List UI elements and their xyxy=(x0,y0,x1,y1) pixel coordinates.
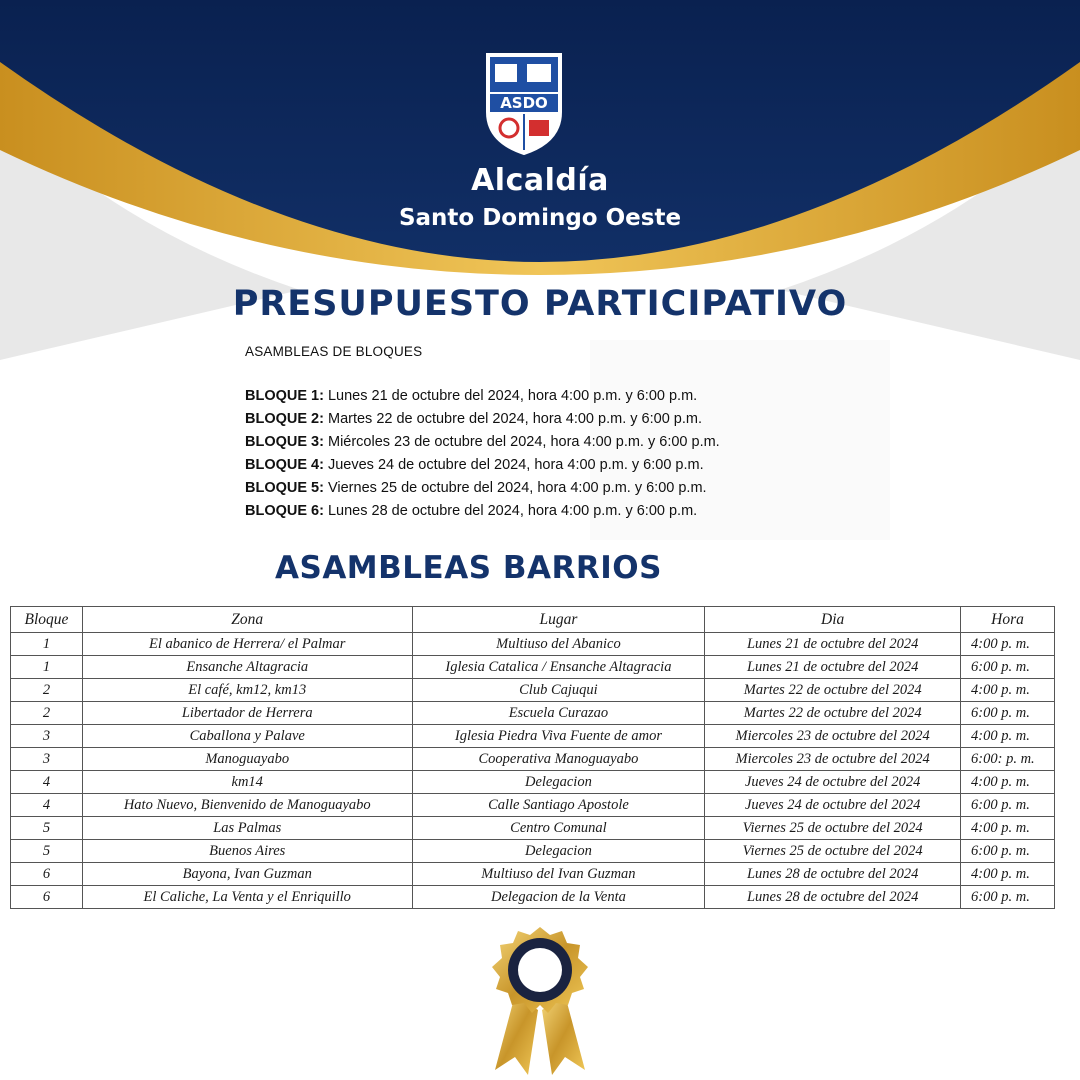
cell-dia: Martes 22 de octubre del 2024 xyxy=(705,679,961,702)
cell-hora: 4:00 p. m. xyxy=(961,633,1055,656)
table-row xyxy=(11,725,1055,748)
table-header-row xyxy=(11,607,1055,633)
cell-dia: Jueves 24 de octubre del 2024 xyxy=(705,771,961,794)
cell-zona: Bayona, Ivan Guzman xyxy=(82,863,412,886)
table-row xyxy=(11,863,1055,886)
bloque-line xyxy=(245,408,720,431)
cell-lugar: Multiuso del Abanico xyxy=(412,633,705,656)
table-row xyxy=(11,840,1055,863)
bloque-label: BLOQUE 5: xyxy=(245,480,324,496)
bloque-label: BLOQUE 6: xyxy=(245,503,324,519)
bloque-text: Jueves 24 de octubre del 2024, hora 4:00 p.m. y 6:00 p.m. xyxy=(327,457,704,473)
bloque-line xyxy=(245,477,720,500)
table-row xyxy=(11,656,1055,679)
cell-zona: Ensanche Altagracia xyxy=(82,656,412,679)
cell-hora: 4:00 p. m. xyxy=(961,863,1055,886)
cell-lugar: Iglesia Catalica / Ensanche Altagracia xyxy=(412,656,705,679)
cell-zona: Caballona y Palave xyxy=(82,725,412,748)
cell-dia: Viernes 25 de octubre del 2024 xyxy=(705,840,961,863)
cell-dia: Martes 22 de octubre del 2024 xyxy=(705,702,961,725)
header-subtitle: Santo Domingo Oeste xyxy=(398,205,682,231)
bloque-label: BLOQUE 4: xyxy=(245,457,324,473)
header-zona: Zona xyxy=(82,607,412,633)
bloque-line xyxy=(245,385,720,408)
cell-bloque: 2 xyxy=(11,679,83,702)
cell-dia: Lunes 28 de octubre del 2024 xyxy=(705,863,961,886)
barrios-table-wrapper xyxy=(10,606,1055,909)
bloque-text: Miércoles 23 de octubre del 2024, hora 4:00 p.m. y 6:00 p.m. xyxy=(327,434,720,450)
table-row xyxy=(11,748,1055,771)
table-row xyxy=(11,702,1055,725)
cell-bloque: 4 xyxy=(11,771,83,794)
cell-lugar: Multiuso del Ivan Guzman xyxy=(412,863,705,886)
bloque-text: Viernes 25 de octubre del 2024, hora 4:00 p.m. y 6:00 p.m. xyxy=(327,480,707,496)
cell-dia: Viernes 25 de octubre del 2024 xyxy=(705,817,961,840)
cell-zona: El abanico de Herrera/ el Palmar xyxy=(82,633,412,656)
cell-hora: 6:00 p. m. xyxy=(961,656,1055,679)
cell-bloque: 3 xyxy=(11,748,83,771)
cell-zona: Manoguayabo xyxy=(82,748,412,771)
asdo-logo xyxy=(483,50,565,158)
bloque-label: BLOQUE 3: xyxy=(245,434,324,450)
cell-lugar: Cooperativa Manoguayabo xyxy=(412,748,705,771)
bloque-text: Lunes 21 de octubre del 2024, hora 4:00 p.m. y 6:00 p.m. xyxy=(327,388,698,404)
cell-bloque: 5 xyxy=(11,840,83,863)
cell-hora: 6:00: p. m. xyxy=(961,748,1055,771)
cell-dia: Lunes 28 de octubre del 2024 xyxy=(705,886,961,909)
bloque-line xyxy=(245,500,720,523)
header-title: Alcaldía xyxy=(471,163,609,198)
bloques-section xyxy=(245,344,720,523)
cell-lugar: Delegacion xyxy=(412,771,705,794)
bloque-line xyxy=(245,454,720,477)
cell-bloque: 2 xyxy=(11,702,83,725)
bloque-text: Lunes 28 de octubre del 2024, hora 4:00 p.m. y 6:00 p.m. xyxy=(327,503,698,519)
cell-zona: km14 xyxy=(82,771,412,794)
bloque-label: BLOQUE 1: xyxy=(245,388,324,404)
bloque-text: Martes 22 de octubre del 2024, hora 4:00 p.m. y 6:00 p.m. xyxy=(327,411,702,427)
header-dia: Dia xyxy=(705,607,961,633)
header-hora: Hora xyxy=(961,607,1055,633)
cell-zona: Hato Nuevo, Bienvenido de Manoguayabo xyxy=(82,794,412,817)
cell-lugar: Club Cajuqui xyxy=(412,679,705,702)
svg-text:ASDO: ASDO xyxy=(500,94,548,112)
cell-bloque: 5 xyxy=(11,817,83,840)
cell-hora: 4:00 p. m. xyxy=(961,725,1055,748)
cell-lugar: Escuela Curazao xyxy=(412,702,705,725)
table-row xyxy=(11,771,1055,794)
cell-hora: 6:00 p. m. xyxy=(961,794,1055,817)
cell-dia: Lunes 21 de octubre del 2024 xyxy=(705,656,961,679)
table-row xyxy=(11,817,1055,840)
cell-bloque: 6 xyxy=(11,886,83,909)
header-bloque: Bloque xyxy=(11,607,83,633)
cell-zona: El Caliche, La Venta y el Enriquillo xyxy=(82,886,412,909)
table-row xyxy=(11,886,1055,909)
cell-zona: Libertador de Herrera xyxy=(82,702,412,725)
cell-bloque: 1 xyxy=(11,633,83,656)
cell-hora: 6:00 p. m. xyxy=(961,886,1055,909)
cell-lugar: Calle Santiago Apostole xyxy=(412,794,705,817)
cell-dia: Miercoles 23 de octubre del 2024 xyxy=(705,725,961,748)
table-row xyxy=(11,633,1055,656)
table-row xyxy=(11,679,1055,702)
cell-bloque: 4 xyxy=(11,794,83,817)
cell-hora: 4:00 p. m. xyxy=(961,771,1055,794)
cell-lugar: Delegacion de la Venta xyxy=(412,886,705,909)
cell-bloque: 1 xyxy=(11,656,83,679)
bloque-line xyxy=(245,431,720,454)
table-row xyxy=(11,794,1055,817)
barrios-table xyxy=(10,606,1055,909)
bloque-label: BLOQUE 2: xyxy=(245,411,324,427)
cell-bloque: 6 xyxy=(11,863,83,886)
cell-zona: Las Palmas xyxy=(82,817,412,840)
cell-hora: 4:00 p. m. xyxy=(961,679,1055,702)
cell-dia: Jueves 24 de octubre del 2024 xyxy=(705,794,961,817)
cell-dia: Miercoles 23 de octubre del 2024 xyxy=(705,748,961,771)
cell-zona: El café, km12, km13 xyxy=(82,679,412,702)
cell-dia: Lunes 21 de octubre del 2024 xyxy=(705,633,961,656)
barrios-title: ASAMBLEAS BARRIOS xyxy=(275,550,662,586)
header-lugar: Lugar xyxy=(412,607,705,633)
cell-hora: 6:00 p. m. xyxy=(961,702,1055,725)
award-ribbon-icon xyxy=(470,925,610,1075)
cell-hora: 4:00 p. m. xyxy=(961,817,1055,840)
cell-bloque: 3 xyxy=(11,725,83,748)
cell-lugar: Iglesia Piedra Viva Fuente de amor xyxy=(412,725,705,748)
cell-hora: 6:00 p. m. xyxy=(961,840,1055,863)
cell-zona: Buenos Aires xyxy=(82,840,412,863)
page-title: PRESUPUESTO PARTICIPATIVO xyxy=(232,284,848,324)
cell-lugar: Delegacion xyxy=(412,840,705,863)
cell-lugar: Centro Comunal xyxy=(412,817,705,840)
bloques-heading: ASAMBLEAS DE BLOQUES xyxy=(245,344,423,359)
